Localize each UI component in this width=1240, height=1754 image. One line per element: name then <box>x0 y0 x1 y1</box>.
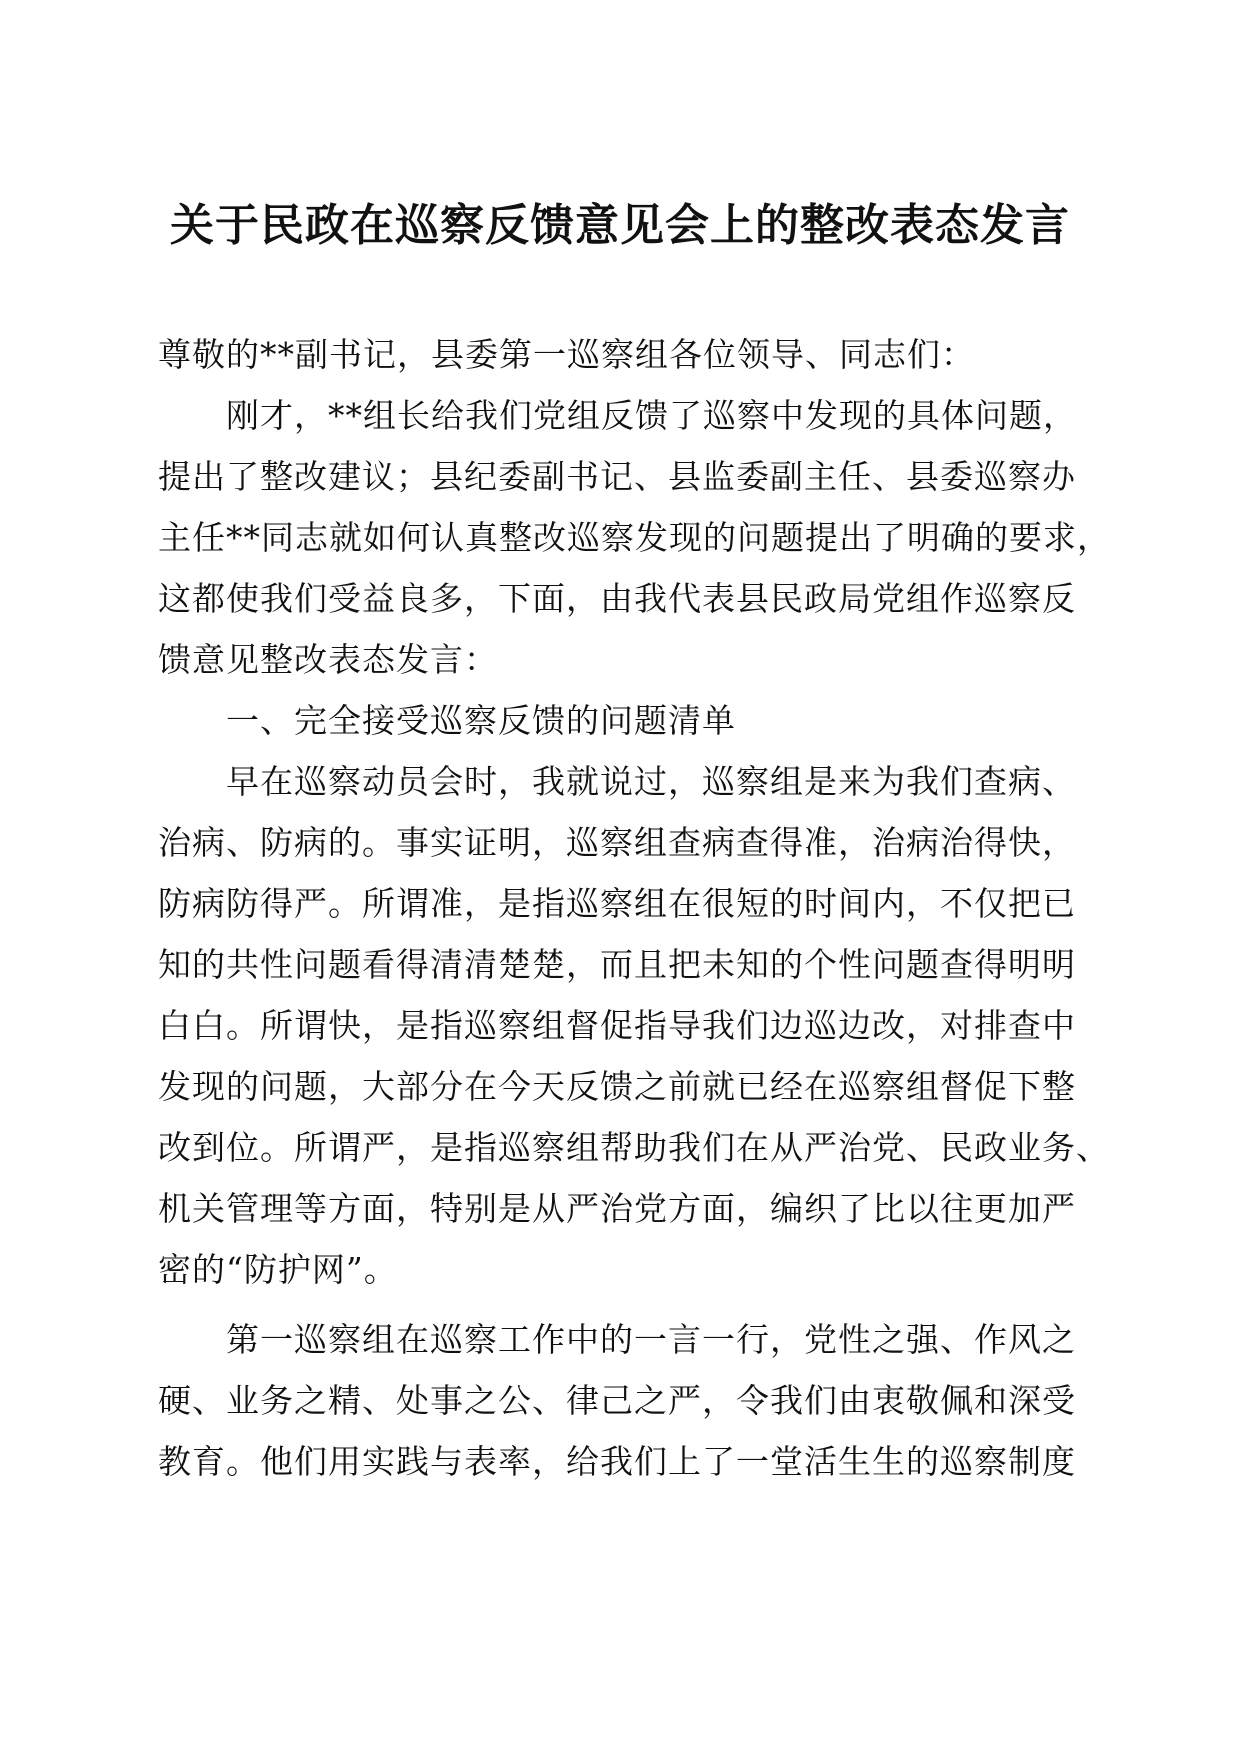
paragraph-line: 主任**同志就如何认真整改巡察发现的问题提出了明确的要求， <box>158 518 1111 557</box>
document-body <box>158 324 1111 1492</box>
paragraph-line: 提出了整改建议；县纪委副书记、县监委副主任、县委巡察办 <box>158 457 1076 496</box>
paragraph-line: 第一巡察组在巡察工作中的一言一行，党性之强、作风之 <box>226 1320 1076 1359</box>
document-title: 关于民政在巡察反馈意见会上的整改表态发言 <box>170 200 1070 251</box>
salutation: 尊敬的**副书记，县委第一巡察组各位领导、同志们： <box>158 335 975 374</box>
paragraph-line: 这都使我们受益良多，下面，由我代表县民政局党组作巡察反 <box>158 579 1076 618</box>
section-heading: 一、完全接受巡察反馈的问题清单 <box>226 701 736 740</box>
paragraph-line: 刚才，**组长给我们党组反馈了巡察中发现的具体问题， <box>226 396 1077 435</box>
paragraph-line: 防病防得严。所谓准，是指巡察组在很短的时间内，不仅把已 <box>158 884 1076 923</box>
paragraph-line: 密的“防护网”。 <box>158 1250 398 1289</box>
paragraph-3 <box>158 1309 1088 1492</box>
paragraph-line: 硬、业务之精、处事之公、律己之严，令我们由衷敬佩和深受 <box>158 1381 1076 1420</box>
paragraph-line: 白白。所谓快，是指巡察组督促指导我们边巡边改，对排查中 <box>158 1006 1076 1045</box>
paragraph-line: 发现的问题，大部分在今天反馈之前就已经在巡察组督促下整 <box>158 1067 1076 1106</box>
paragraph-line: 馈意见整改表态发言： <box>158 640 498 679</box>
paragraph-line: 改到位。所谓严，是指巡察组帮助我们在从严治党、民政业务、 <box>158 1128 1110 1167</box>
paragraph-2 <box>158 751 1110 1300</box>
paragraph-1 <box>158 385 1111 690</box>
paragraph-line: 机关管理等方面，特别是从严治党方面，编织了比以往更加严 <box>158 1189 1076 1228</box>
paragraph-line: 教育。他们用实践与表率，给我们上了一堂活生生的巡察制度 <box>158 1442 1076 1481</box>
paragraph-line: 知的共性问题看得清清楚楚，而且把未知的个性问题查得明明 <box>158 945 1076 984</box>
paragraph-line: 早在巡察动员会时，我就说过，巡察组是来为我们查病、 <box>226 762 1076 801</box>
paragraph-line: 治病、防病的。事实证明，巡察组查病查得准，治病治得快， <box>158 823 1076 862</box>
